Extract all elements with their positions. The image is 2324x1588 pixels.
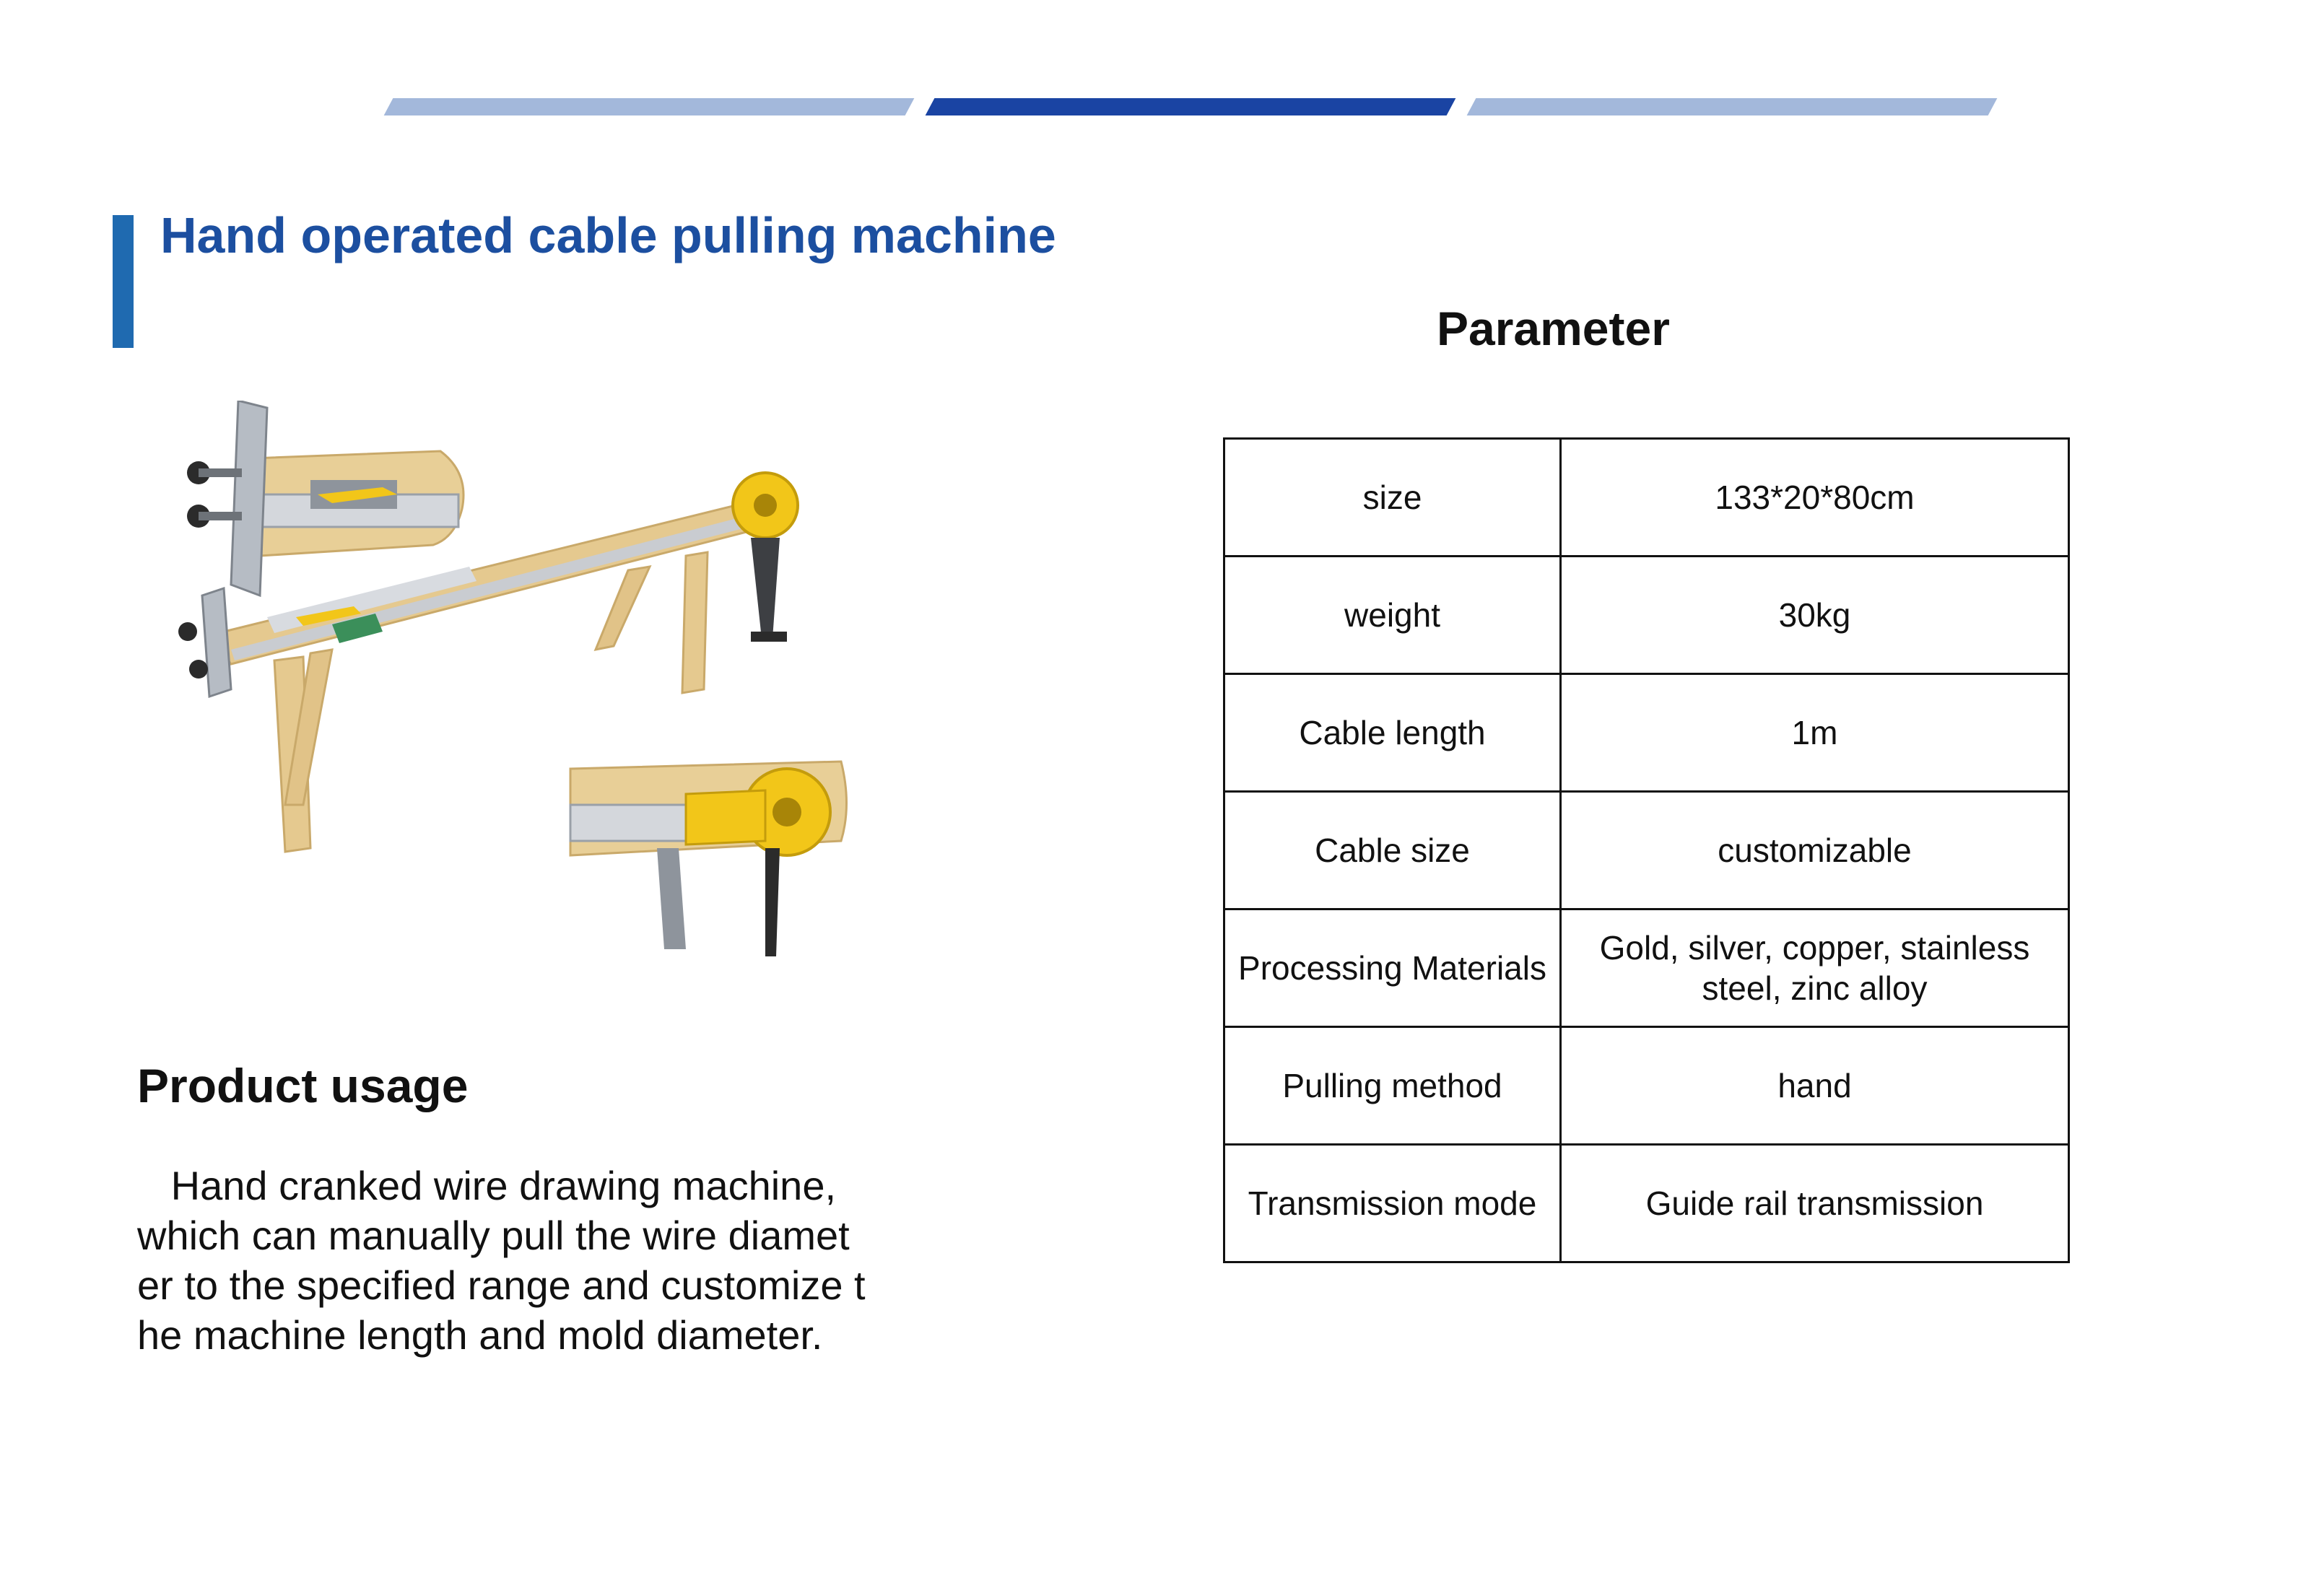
usage-heading: Product usage (137, 1059, 469, 1112)
usage-line: Hand cranked wire drawing machine, (137, 1163, 837, 1208)
usage-description (137, 1161, 917, 1360)
table-row (1224, 909, 2069, 1027)
param-label: Cable size (1224, 792, 1561, 909)
param-value: Guide rail transmission (1561, 1145, 2069, 1262)
param-value: 30kg (1561, 557, 2069, 674)
table-row (1224, 1027, 2069, 1145)
table-row (1224, 792, 2069, 909)
param-value: 133*20*80cm (1561, 439, 2069, 557)
title-accent-bar (113, 215, 134, 348)
page-title: Hand operated cable pulling machine (160, 207, 1056, 263)
parameter-heading: Parameter (1437, 302, 1670, 355)
winch-detail-inset (570, 762, 847, 956)
usage-line: which can manually pull the wire diamet (137, 1213, 850, 1258)
param-label: Cable length (1224, 674, 1561, 792)
param-value: hand (1561, 1027, 2069, 1145)
param-label: Pulling method (1224, 1027, 1561, 1145)
param-label: size (1224, 439, 1561, 557)
header-bar-right (1467, 98, 1998, 115)
param-value: customizable (1561, 792, 2069, 909)
table-row (1224, 674, 2069, 792)
header-decoration (0, 0, 2324, 144)
parameter-table (1223, 437, 2070, 1263)
table-row (1224, 557, 2069, 674)
param-value: 1m (1561, 674, 2069, 792)
param-label: Processing Materials (1224, 909, 1561, 1027)
param-value: Gold, silver, copper, stainless steel, zinc alloy (1561, 909, 2069, 1027)
table-row (1224, 1145, 2069, 1262)
param-label: Transmission mode (1224, 1145, 1561, 1262)
header-bar-left (384, 98, 915, 115)
table-row (1224, 439, 2069, 557)
header-bar-center (926, 98, 1456, 115)
usage-line: er to the specified range and customize t (137, 1262, 866, 1308)
clamp-detail-inset (187, 401, 464, 596)
param-label: weight (1224, 557, 1561, 674)
usage-line: he machine length and mold diameter. (137, 1312, 823, 1358)
product-image (166, 401, 859, 956)
